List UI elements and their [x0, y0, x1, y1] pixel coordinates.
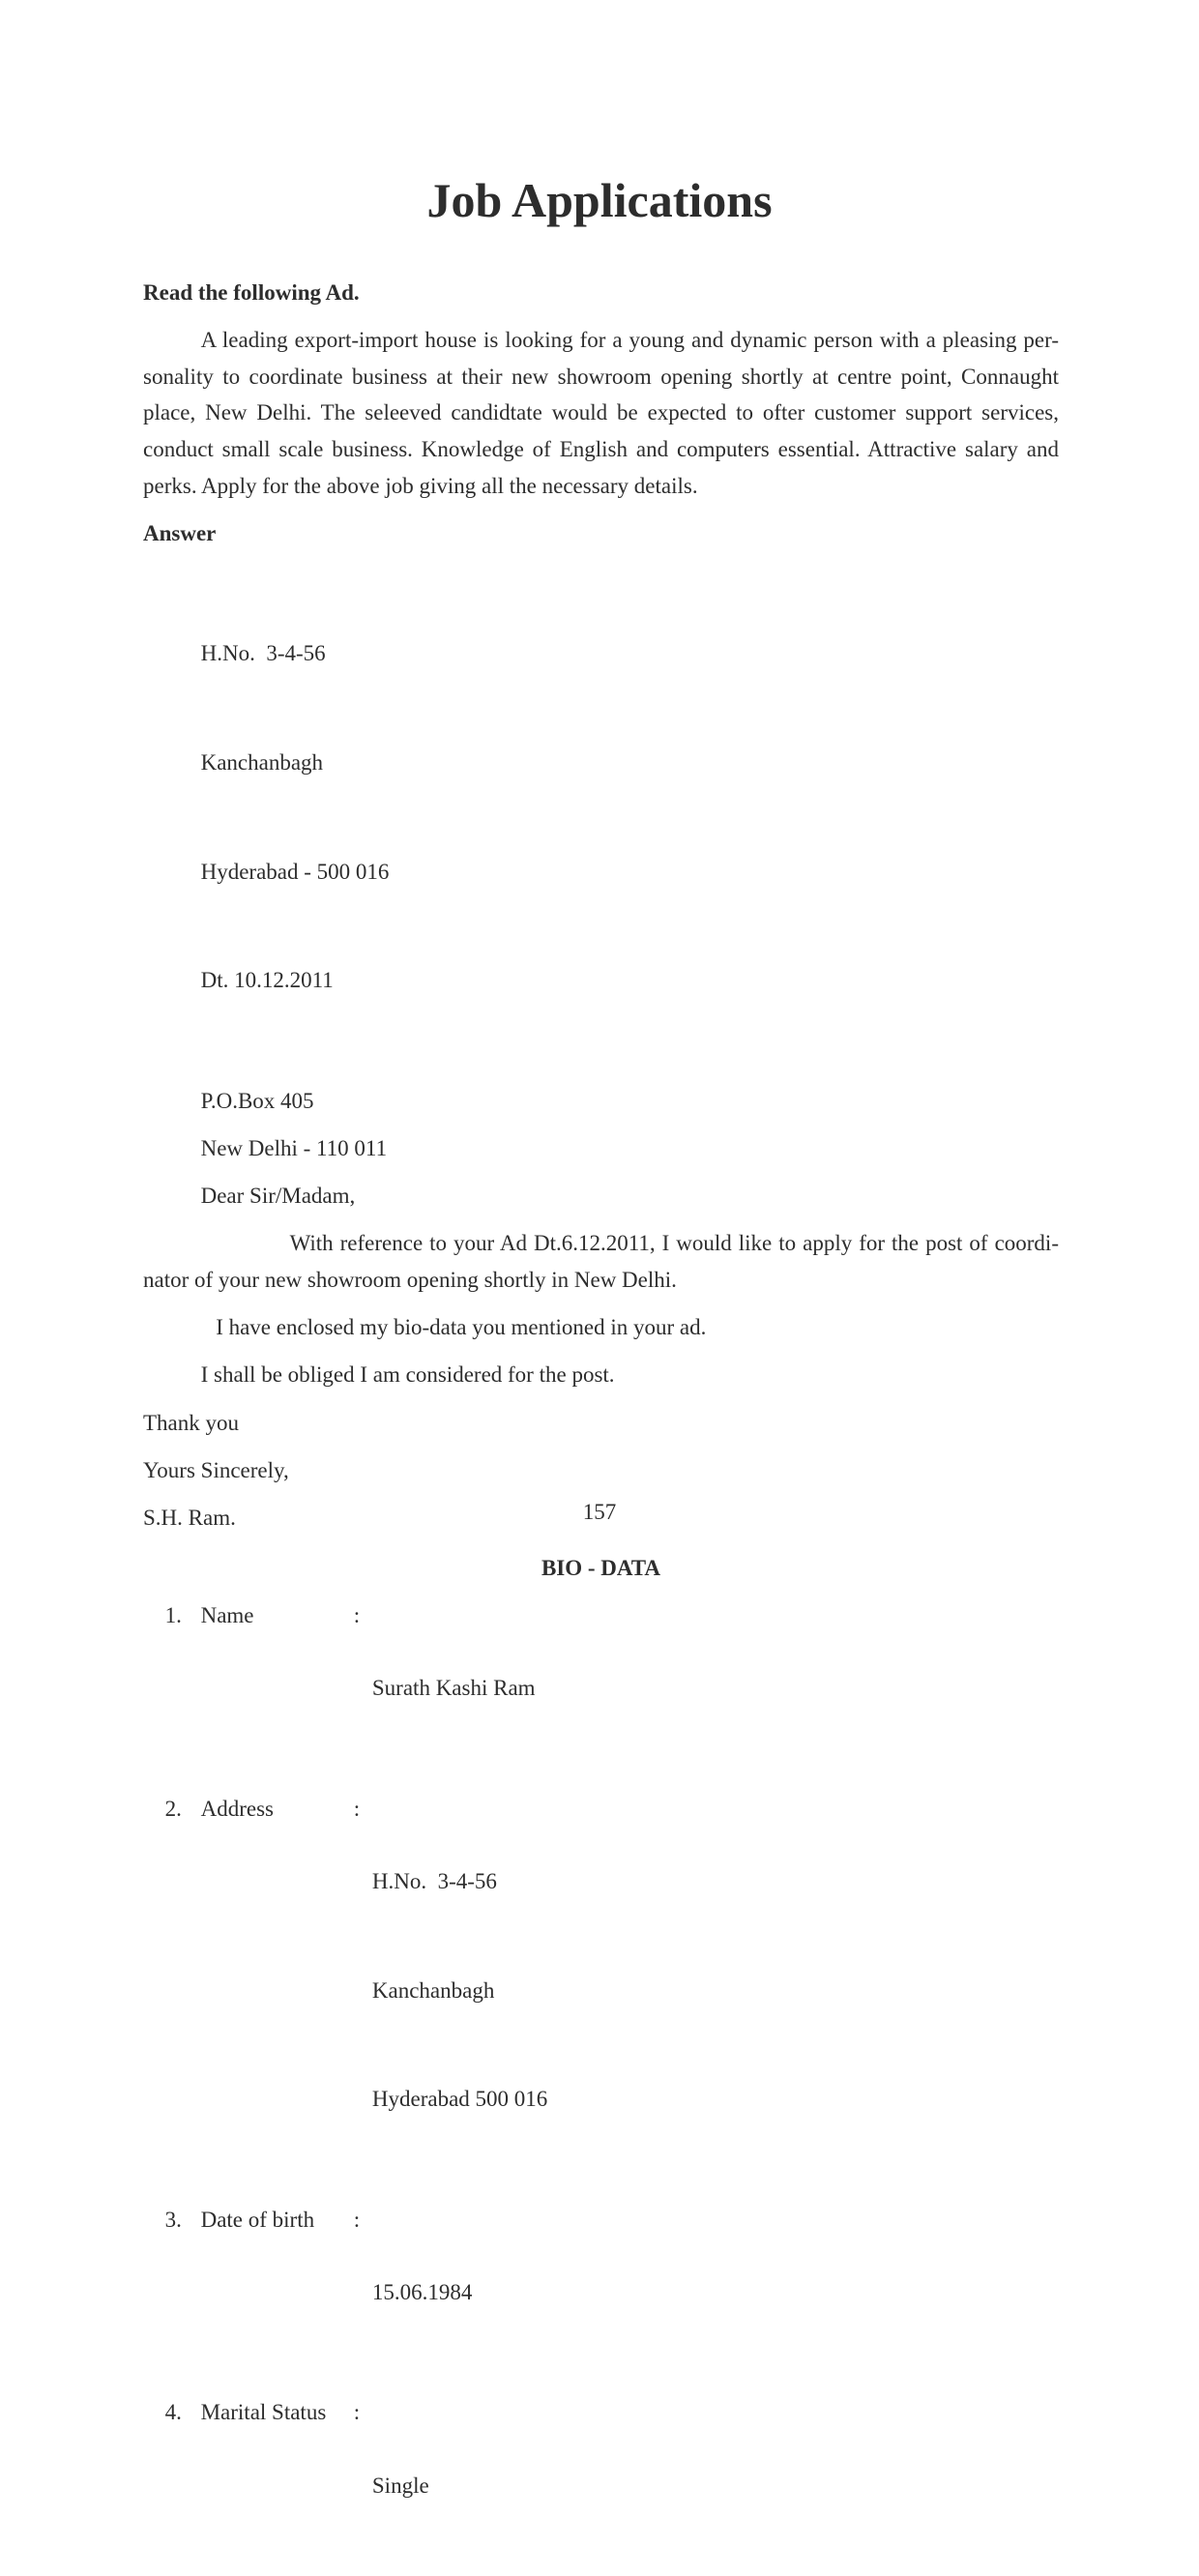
bio-row-label: Name: [200, 1603, 254, 1628]
question-heading: Read the following Ad.: [143, 280, 360, 305]
bio-value-line: Hyderabad 500 016: [371, 2087, 548, 2112]
bio-row-name: [143, 1597, 1059, 1779]
letter-signature: S.H. Ram.: [143, 1505, 236, 1530]
bio-row-value: [372, 1597, 1059, 1779]
letter-body-line: With reference to your Ad Dt.6.12.2011, I would like to apply for the post of coordi-: [289, 1231, 1059, 1256]
bio-row-value: [372, 1791, 1059, 2191]
bio-row-number: 1.: [164, 1603, 182, 1628]
bio-row-value: [372, 2202, 1059, 2384]
bio-data-heading: BIO - DATA: [541, 1555, 661, 1580]
letter-body-reference: [143, 1225, 1059, 1298]
bio-row-separator: :: [353, 2207, 361, 2232]
bio-row-separator: :: [353, 1796, 361, 1821]
page-number: 157: [582, 1500, 617, 1524]
bio-row-date-of-birth: [143, 2202, 1059, 2384]
page-content: [143, 275, 1059, 2576]
letter-closing: Yours Sincerely,: [143, 1457, 289, 1482]
recipient-po-box: P.O.Box 405: [200, 1088, 314, 1113]
bio-row-number: 3.: [164, 2207, 182, 2232]
ad-line: place, New Delhi. The seleeved candidtate would be expected to ofter customer support services,: [143, 400, 1059, 425]
answer-heading: Answer: [143, 520, 217, 545]
page-title: Job Applications: [426, 173, 773, 227]
bio-value-line: 15.06.1984: [371, 2279, 473, 2304]
bio-row-number: 4.: [164, 2400, 182, 2425]
letter-thanks: Thank you: [143, 1410, 240, 1435]
recipient-city: New Delhi - 110 011: [200, 1136, 388, 1161]
bio-row-value: [372, 2394, 1059, 2576]
ad-line: perks. Apply for the above job giving all the necessary details.: [143, 473, 698, 498]
salutation: Dear Sir/Madam,: [200, 1184, 356, 1209]
bio-row-address: [143, 1791, 1059, 2191]
bio-value-line: Single: [371, 2473, 429, 2498]
bio-value-line: H.No. 3-4-56: [371, 1868, 497, 1893]
bio-row-marital-status: [143, 2394, 1059, 2576]
sender-address-line: Kanchanbagh: [200, 749, 324, 775]
bio-row-label: Marital Status: [200, 2400, 327, 2425]
bio-row-separator: :: [353, 2400, 361, 2425]
ad-line: conduct small scale business. Knowledge of English and computers essential. Attractive salary and: [143, 436, 1059, 461]
letter-body-enclosure: I have enclosed my bio-data you mentioned in your ad.: [216, 1315, 707, 1340]
letter-body-line: nator of your new showroom opening shortly in New Delhi.: [143, 1268, 677, 1292]
ad-line: A leading export-import house is looking for a young and dynamic person with a pleasing per-: [200, 328, 1059, 353]
bio-row-number: 2.: [164, 1796, 182, 1821]
sender-address: [143, 563, 1059, 1071]
sender-address-line: H.No. 3-4-56: [200, 641, 326, 666]
bio-value-line: Kanchanbagh: [371, 1977, 495, 2003]
bio-row-label: Address: [200, 1796, 274, 1821]
ad-paragraph: [143, 322, 1059, 504]
bio-row-label: Date of birth: [200, 2207, 315, 2232]
letter-body-request: I shall be obliged I am considered for the post.: [200, 1362, 615, 1388]
ad-line: sonality to coordinate business at their new showroom opening shortly at centre point, Connaught: [143, 364, 1059, 389]
bio-value-line: Surath Kashi Ram: [371, 1676, 536, 1701]
letter-date: Dt. 10.12.2011: [200, 968, 334, 993]
bio-row-separator: :: [353, 1603, 361, 1628]
sender-address-line: Hyderabad - 500 016: [200, 859, 390, 884]
